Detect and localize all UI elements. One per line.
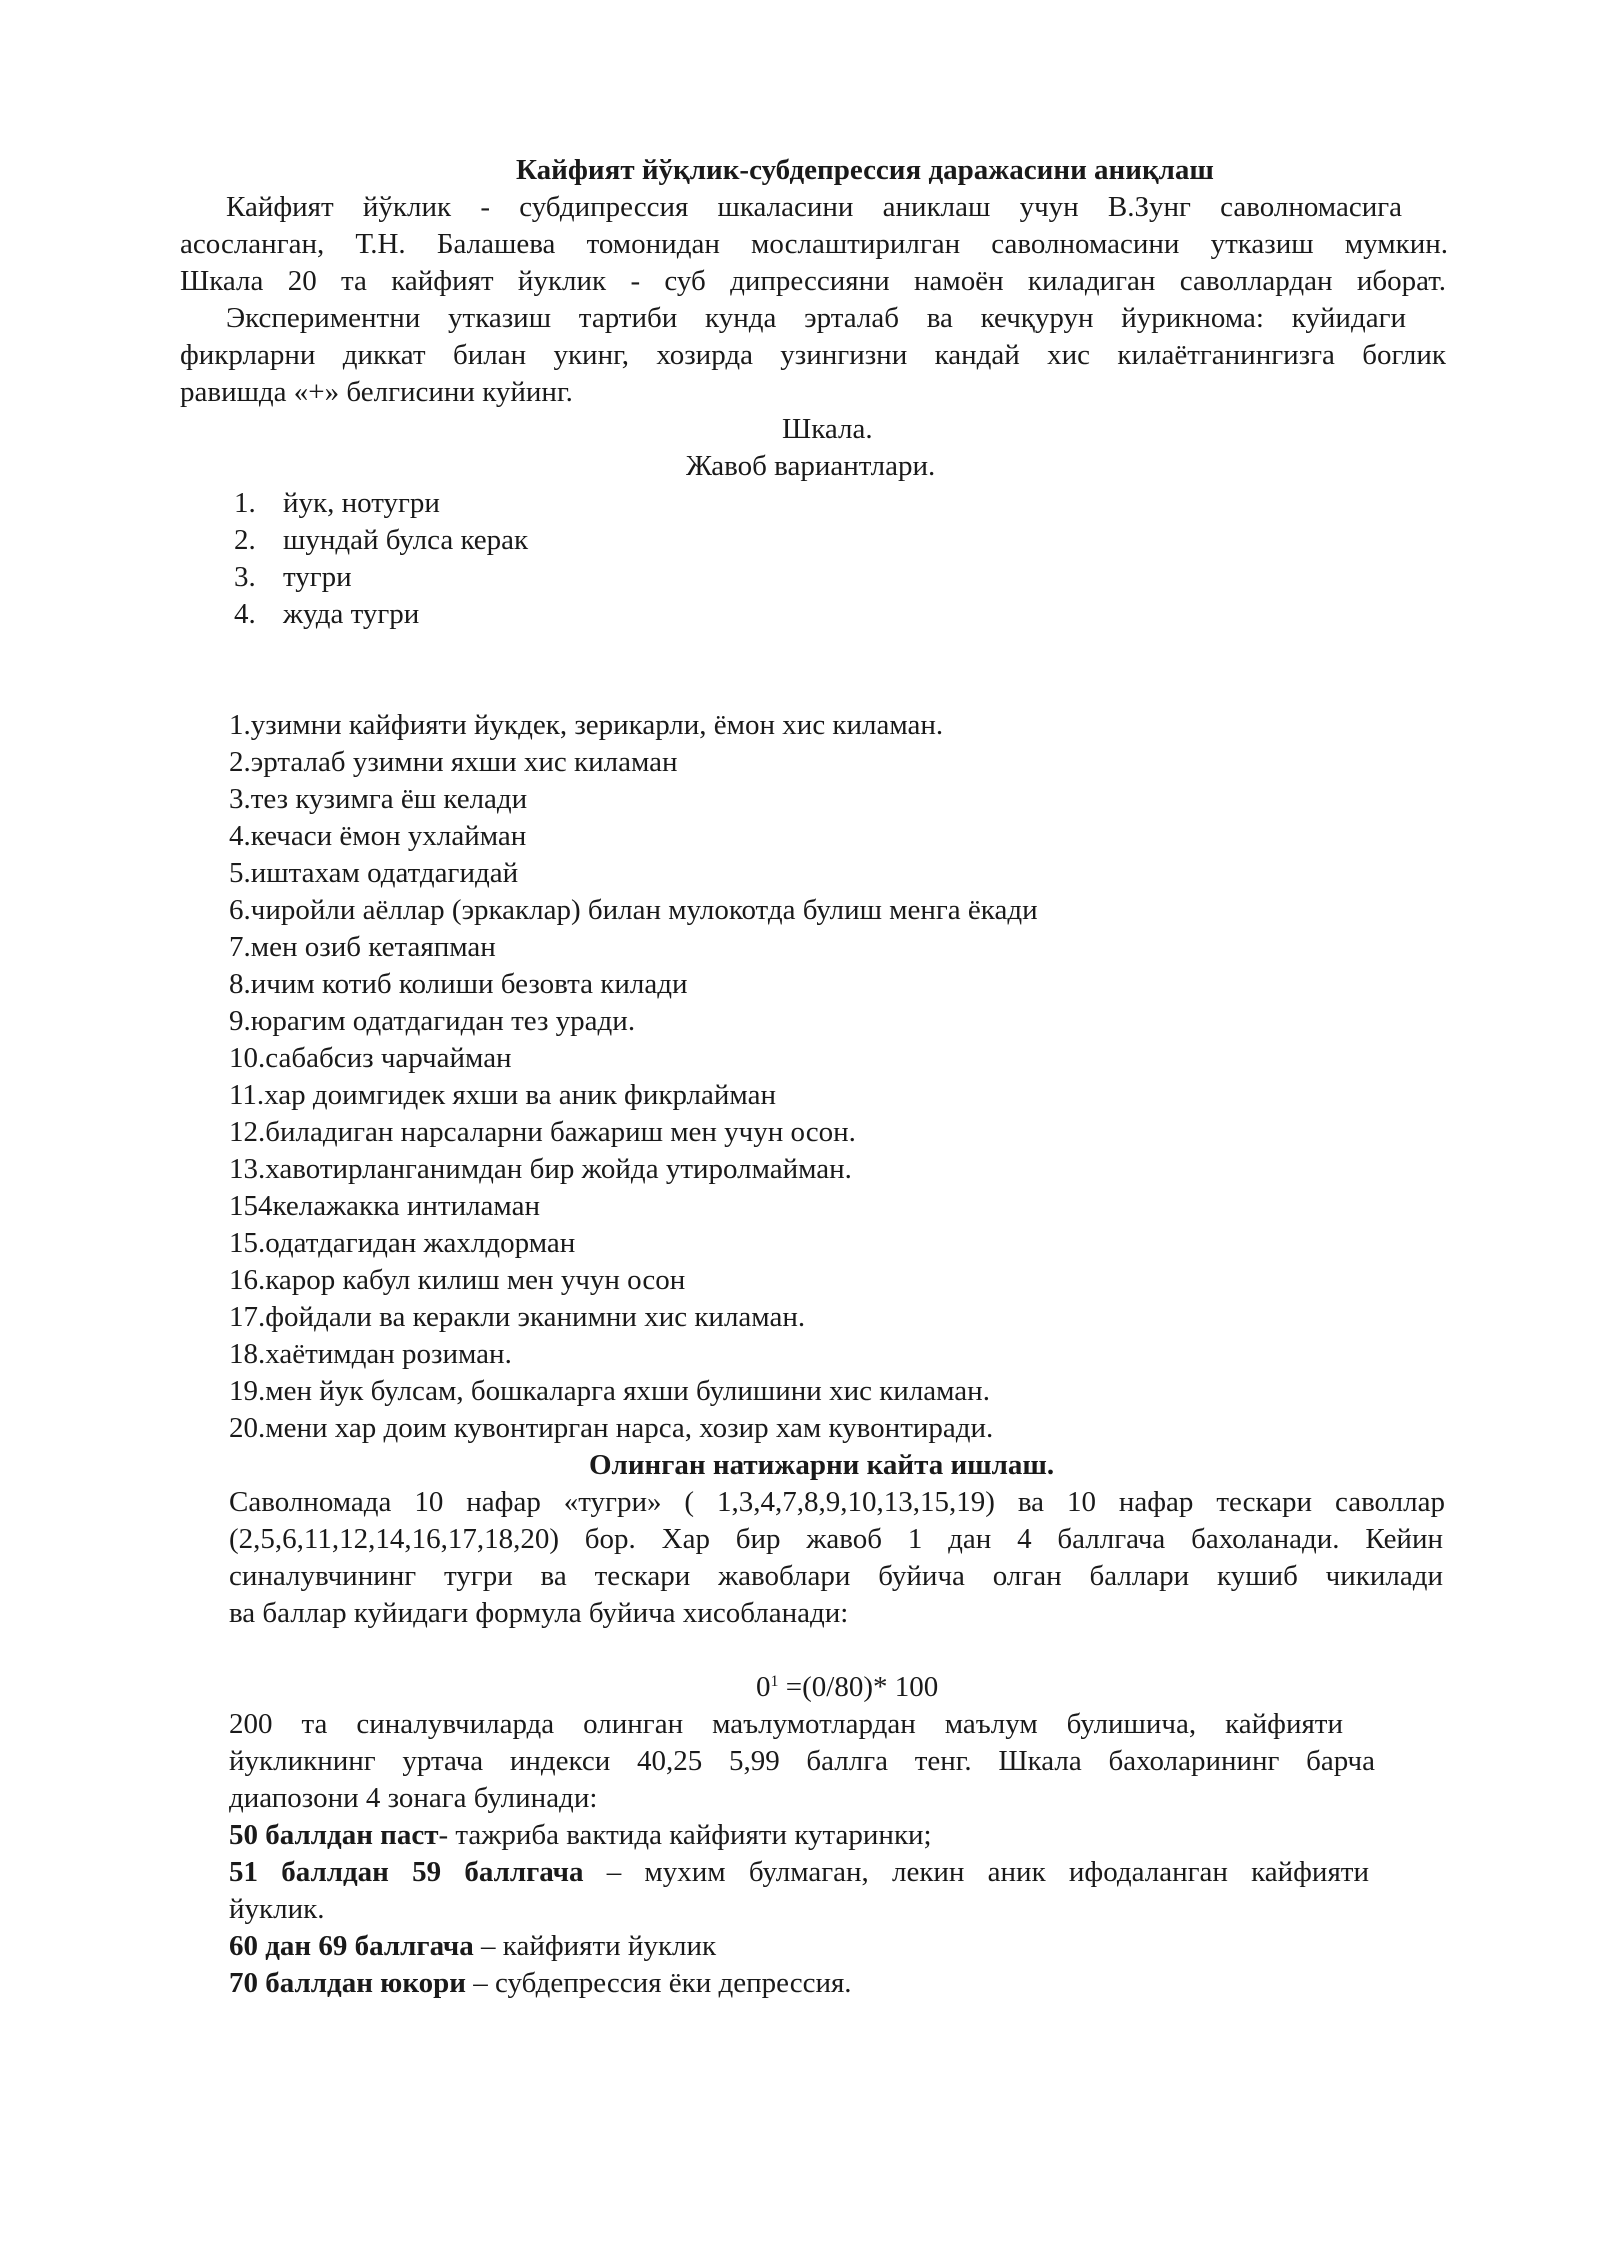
zone-range: 60 дан 69 баллгача [229,1930,474,1962]
list-item [283,485,440,522]
item-number: 1. [234,487,256,519]
zone-item [229,1965,852,2002]
processing-line-1: Саволномада 10 нафар «тугри» ( 1,3,4,7,8,9,10,13,15,19) ва 10 нафар тескари саволлар [229,1486,1445,1518]
list-item [283,522,528,559]
zone-item [229,1854,1369,1891]
zone-desc: – кайфияти йуклик [473,1930,717,1962]
item-text: жуда тугри [283,598,420,630]
answers-heading: Жавоб вариантлари. [686,450,936,482]
intro-line-4: Экспериментни утказиш тартиби кунда эрталаб ва кечқурун йурикнома: куйидаги [226,302,1406,334]
question-item: 6.чиройли аёллар (эркаклар) билан мулокотда булиш менга ёкади [229,894,1038,926]
question-item: 19.мен йук булсам, бошкаларга яхши булишини хис киламан. [229,1375,990,1407]
intro-line-1: Кайфият йўклик - субдипрессия шкаласини аниклаш учун В.Зунг саволномасига [226,191,1402,223]
zone-range: 51 баллдан 59 баллгача [229,1856,584,1888]
question-item: 13.хавотирланганимдан бир жойда утиролмайман. [229,1153,852,1185]
intro-line-2: асосланган, Т.Н. Балашева томонидан мослаштирилган саволномасини утказиш мумкин. [180,228,1448,260]
processing-heading: Олинган натижарни кайта ишлаш. [589,1449,1055,1481]
intro-line-5: фикрларни диккат билан укинг, хозирда узингизни кандай хис килаётганингизга боглик [180,339,1446,371]
question-item: 4.кечаси ёмон ухлайман [229,820,527,852]
question-item: 12.биладиган нарсаларни бажариш мен учун осон. [229,1116,856,1148]
stats-line-2: йукликнинг уртача индекси 40,25 5,99 баллга тенг. Шкала бахоларининг барча [229,1745,1375,1777]
processing-line-4: ва баллар куйидаги формула буйича хисобланади: [229,1597,849,1629]
item-text: тугри [283,561,352,593]
question-item: 20.мени хар доим кувонтирган нарса, хозир хам кувонтиради. [229,1412,994,1444]
question-item: 7.мен озиб кетаяпман [229,931,496,963]
zone-item-continuation: йуклик. [229,1893,325,1925]
processing-line-3: синалувчининг тугри ва тескари жавоблари буйича олган баллари кушиб чикилади [229,1560,1443,1592]
item-text: йук, нотугри [283,487,440,519]
item-number: 3. [234,561,256,593]
question-item: 11.хар доимгидек яхши ва аник фикрлайман [229,1079,776,1111]
stats-line-3: диапозони 4 зонага булинади: [229,1782,598,1814]
question-item: 2.эрталаб узимни яхши хис киламан [229,746,678,778]
zone-item [229,1817,932,1854]
formula: $0^1 =(0/80)*$ 100 [756,1671,939,1703]
processing-line-2: (2,5,6,11,12,14,16,17,18,20) бор. Хар бир жавоб 1 дан 4 баллгача бахоланади. Кейин [229,1523,1443,1555]
question-item: 8.ичим котиб колиши безовта килади [229,968,688,1000]
zone-desc: – субдепрессия ёки депрессия. [466,1967,852,1999]
question-item: 9.юрагим одатдагидан тез уради. [229,1005,636,1037]
item-text: шундай булса керак [283,524,529,556]
list-item [283,596,419,633]
list-item [283,559,352,596]
question-item: 154келажакка интиламан [229,1190,540,1222]
question-item: 18.хаётимдан розиман. [229,1338,512,1370]
list-item [234,485,256,522]
question-item: 1.узимни кайфияти йукдек, зерикарли, ёмон хис киламан. [229,709,944,741]
intro-line-3: Шкала 20 та кайфият йуклик - суб дипрессияни намоён киладиган саволлардан иборат. [180,265,1446,297]
scale-heading: Шкала. [782,413,873,445]
list-item [234,522,256,559]
list-item [234,596,256,633]
question-item: 3.тез кузимга ёш келади [229,783,528,815]
zone-range: 50 баллдан паст [229,1819,439,1851]
zone-item [229,1928,716,1965]
zone-desc: - тажриба вактида кайфияти кутаринки; [438,1819,932,1851]
list-item [234,559,256,596]
question-item: 16.карор кабул килиш мен учун осон [229,1264,686,1296]
intro-line-6: равишда «+» белгисини куйинг. [180,376,573,408]
page-title: Кайфият йўқлик-субдепрессия даражасини аниқлаш [516,154,1214,186]
question-item: 17.фойдали ва керакли эканимни хис киламан. [229,1301,806,1333]
item-number: 4. [234,598,256,630]
question-item: 15.одатдагидан жахлдорман [229,1227,576,1259]
stats-line-1: 200 та синалувчиларда олинган маълумотлардан маълум булишича, кайфияти [229,1708,1343,1740]
question-item: 10.сабабсиз чарчайман [229,1042,512,1074]
zone-desc: – мухим булмаган, лекин аник ифодаланган кайфияти [583,1856,1369,1888]
item-number: 2. [234,524,256,556]
zone-range: 70 баллдан юкори [229,1967,466,1999]
question-item: 5.иштахам одатдагидай [229,857,519,889]
